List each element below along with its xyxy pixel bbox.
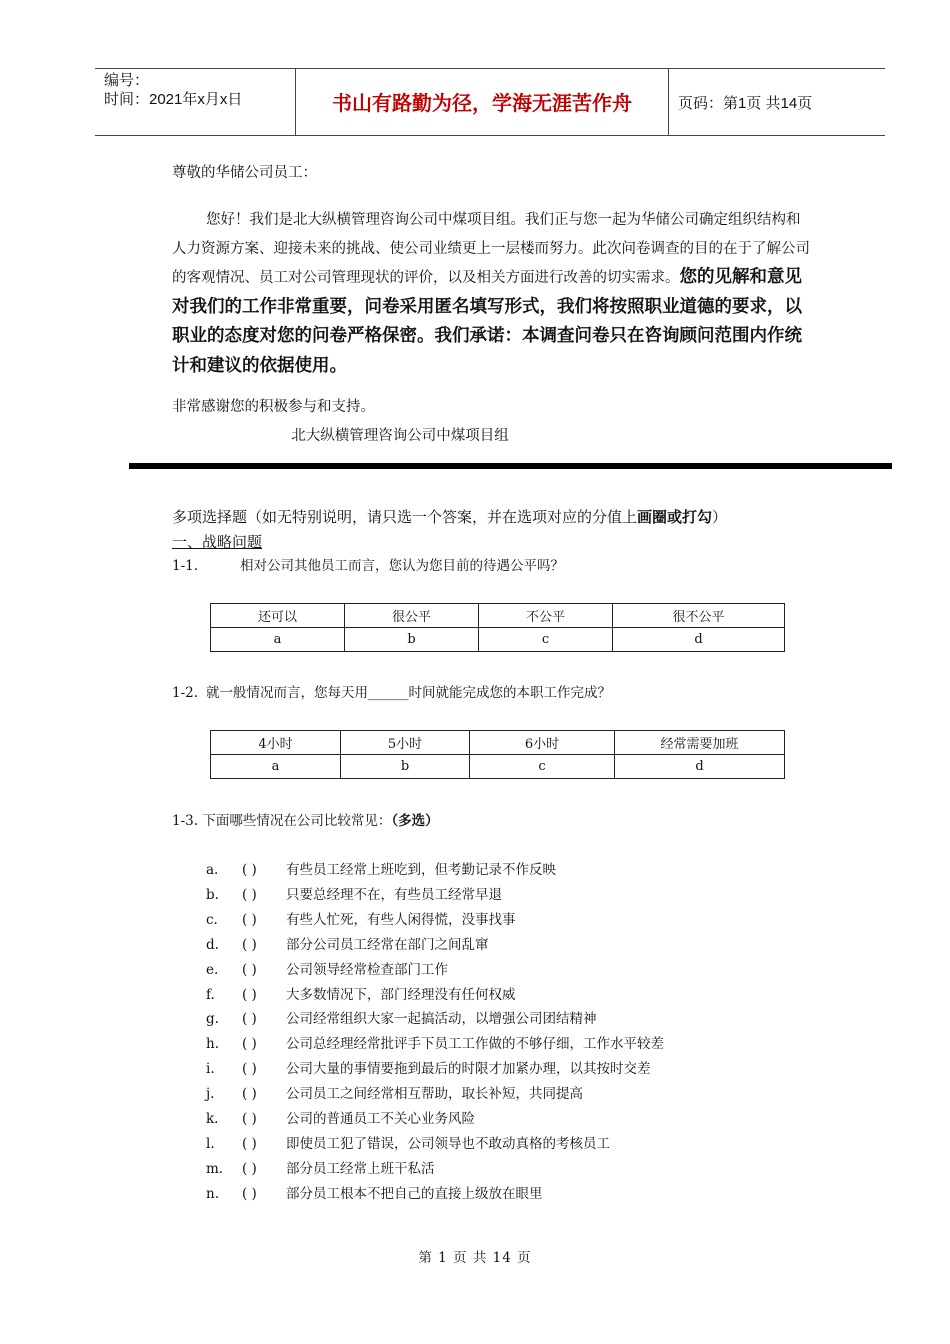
q1-option-label: 很公平 — [345, 604, 479, 628]
q3-item-letter: n. — [206, 1185, 219, 1202]
q1-number: 1-1. — [172, 558, 199, 574]
q3-item-letter: f. — [206, 986, 215, 1003]
q3-item[interactable] — [206, 986, 516, 1004]
q3-item-checkbox[interactable]: ( ) — [242, 862, 257, 878]
q3-item[interactable] — [206, 911, 516, 929]
q3-item-letter: m. — [206, 1160, 224, 1177]
q3-item-checkbox[interactable]: ( ) — [242, 1185, 257, 1202]
q3-item-text: 即使员工犯了错误，公司领导也不敢动真格的考核员工 — [286, 1135, 610, 1152]
q1-option-c[interactable]: c — [479, 628, 613, 652]
q2-text: 就一般情况而言，您每天用______时间就能完成您的本职工作完成？ — [206, 685, 611, 701]
q3-item-letter: h. — [206, 1036, 219, 1053]
q3-item-text: 公司经常组织大家一起搞活动，以增强公司团结精神 — [286, 1011, 597, 1028]
q3-item-text: 有些人忙死，有些人闲得慌，没事找事 — [286, 911, 516, 928]
q2-option-d[interactable]: d — [615, 755, 785, 779]
q1-option-d[interactable]: d — [613, 628, 785, 652]
q3-item-checkbox[interactable]: ( ) — [242, 936, 257, 953]
q2-number: 1-2. — [172, 685, 199, 701]
q2-options-table — [210, 730, 785, 779]
q3-item-checkbox[interactable]: ( ) — [242, 961, 257, 978]
q3-item[interactable] — [206, 936, 489, 954]
letter-intro — [172, 206, 812, 381]
q2-option-a[interactable]: a — [211, 755, 341, 779]
q2-option-label: 5小时 — [341, 731, 470, 755]
header-divider-right — [668, 68, 669, 135]
q3-item[interactable] — [206, 1135, 610, 1153]
q3-item[interactable] — [206, 1035, 664, 1053]
q3-item-text: 公司的普通员工不关心业务风险 — [286, 1111, 475, 1127]
q3-item[interactable] — [206, 1060, 651, 1078]
q1-options-table — [210, 603, 785, 652]
q3-item[interactable] — [206, 1010, 597, 1028]
q3-item-text: 只要总经理不在，有些员工经常早退 — [286, 886, 502, 903]
q3-item-text: 公司员工之间经常相互帮助，取长补短，共同提高 — [286, 1086, 583, 1103]
q3-item-text: 部分员工经常上班干私活 — [286, 1160, 435, 1177]
q2-option-label: 6小时 — [470, 731, 615, 755]
q3-item-checkbox[interactable]: ( ) — [242, 1160, 257, 1177]
q3-number: 1-3. — [172, 813, 199, 829]
q3-tag: （多选） — [391, 813, 439, 829]
q3-item[interactable] — [206, 1185, 543, 1203]
letter-greeting: 尊敬的华储公司员工： — [172, 165, 317, 181]
q2-option-b[interactable]: b — [341, 755, 470, 779]
header-time: 时间：2021年x月x日 — [104, 91, 243, 108]
q3-item[interactable] — [206, 886, 502, 904]
q3-item-letter: c. — [206, 911, 218, 928]
q2-option-label: 经常需要加班 — [615, 731, 785, 755]
q3-item-checkbox[interactable]: ( ) — [242, 1061, 257, 1078]
q3-header — [172, 812, 439, 830]
instructions-text: 多项选择题（如无特别说明，请只选一个答案，并在选项对应的分值上 — [172, 508, 638, 526]
q3-item-text: 公司领导经常检查部门工作 — [286, 961, 448, 978]
q3-item-text: 公司大量的事情要拖到最后的时限才加紧办理，以其按时交差 — [286, 1061, 651, 1078]
q1-option-label: 不公平 — [479, 604, 613, 628]
q3-item[interactable] — [206, 861, 556, 879]
letter-intro-bold: 您的见解和意见对我们的工作非常重要，问卷采用匿名填写形式，我们将按照职业道德的要求，以职业的态度对您的问卷严格保密。我们承诺：本调查问卷只在咨询顾问范围内作统计和建议的依据使用。 — [172, 267, 802, 376]
q2-option-label: 4小时 — [211, 731, 341, 755]
q3-item[interactable] — [206, 1110, 475, 1128]
q3-item-letter: i. — [206, 1061, 215, 1078]
q2-option-c[interactable]: c — [470, 755, 615, 779]
header-top-rule — [95, 68, 885, 69]
letter-signature: 北大纵横管理咨询公司中煤项目组 — [291, 428, 509, 444]
q1-option-label: 很不公平 — [613, 604, 785, 628]
q3-item[interactable] — [206, 961, 448, 979]
q1-text: 相对公司其他员工而言，您认为您目前的待遇公平吗？ — [240, 558, 564, 574]
q3-item-checkbox[interactable]: ( ) — [242, 986, 257, 1003]
q3-item-checkbox[interactable]: ( ) — [242, 1086, 257, 1103]
letter-thanks: 非常感谢您的积极参与和支持。 — [172, 399, 375, 415]
q3-item-letter: g. — [206, 1011, 219, 1028]
q3-item-checkbox[interactable]: ( ) — [242, 911, 257, 928]
header-bottom-rule — [95, 135, 885, 136]
q3-item-letter: j. — [206, 1086, 215, 1103]
q3-item[interactable] — [206, 1085, 583, 1103]
header-number-label: 编号： — [104, 72, 150, 89]
page-footer: 第 1 页 共 14 页 — [418, 1250, 532, 1266]
q3-item[interactable] — [206, 1160, 435, 1178]
q3-item-text: 大多数情况下，部门经理没有任何权威 — [286, 986, 516, 1003]
header-motto: 书山有路勤为径，学海无涯苦作舟 — [332, 91, 632, 115]
q3-item-letter: l. — [206, 1135, 215, 1152]
q3-text: 下面哪些情况在公司比较常见： — [202, 813, 392, 829]
header-page-info: 页码：第1页 共14页 — [678, 95, 813, 112]
q3-item-checkbox[interactable]: ( ) — [242, 886, 257, 903]
q1-option-b[interactable]: b — [345, 628, 479, 652]
q3-item-checkbox[interactable]: ( ) — [242, 1135, 257, 1152]
q1-option-a[interactable]: a — [211, 628, 345, 652]
q3-item-text: 部分公司员工经常在部门之间乱窜 — [286, 936, 489, 953]
q3-item-checkbox[interactable]: ( ) — [242, 1036, 257, 1053]
q3-item-text: 部分员工根本不把自己的直接上级放在眼里 — [286, 1185, 543, 1202]
section-separator — [129, 463, 892, 469]
q3-item-letter: k. — [206, 1111, 219, 1127]
instructions — [172, 507, 727, 527]
letter-intro-normal: 您好！我们是北大纵横管理咨询公司中煤项目组。我们正与您一起为华储公司确定组织结构和人力资源方案、迎接未来的挑战、使公司业绩更上一层楼而努力。此次问卷调查的目的在于了解公司的客观情况、员工对公司管理现状的评价，以及相关方面进行改善的切实需求。 — [172, 212, 810, 286]
q3-item-letter: d. — [206, 936, 219, 953]
q3-item-letter: e. — [206, 961, 219, 978]
q1-option-label: 还可以 — [211, 604, 345, 628]
q3-item-text: 有些员工经常上班吃到，但考勤记录不作反映 — [286, 862, 556, 878]
q3-item-checkbox[interactable]: ( ) — [242, 1111, 257, 1127]
q3-item-checkbox[interactable]: ( ) — [242, 1011, 257, 1028]
q3-item-letter: b. — [206, 886, 219, 903]
instructions-close: ） — [712, 508, 728, 526]
q3-item-letter: a. — [206, 862, 219, 878]
section-title: 一、战略问题 — [172, 533, 263, 551]
instructions-emphasis: 画圈或打勾 — [637, 508, 713, 526]
q3-item-text: 公司总经理经常批评手下员工工作做的不够仔细，工作水平较差 — [286, 1036, 664, 1053]
